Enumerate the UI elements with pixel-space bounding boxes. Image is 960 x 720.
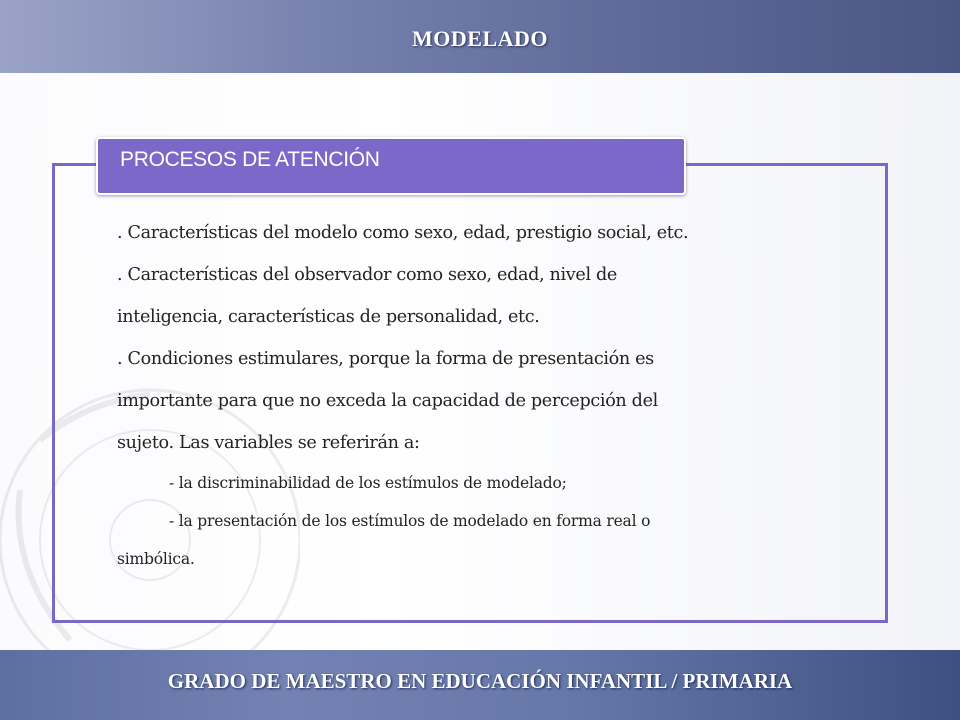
bullet-stimulus-conditions: . Condiciones estimulares, porque la forma de presentación es [117,349,654,369]
sub-item-presentation-cont: simbólica. [117,550,195,568]
footer-title: GRADO DE MAESTRO EN EDUCACIÓN INFANTIL / PRIMARIA [167,669,793,693]
sub-item-presentation: - la presentación de los estímulos de modelado en forma real o [169,512,651,530]
bullet-model-characteristics: . Características del modelo como sexo, edad, prestigio social, etc. [117,223,689,243]
bullet-stimulus-conditions-cont: importante para que no exceda la capacidad de percepción del [117,391,658,411]
bullet-observer-characteristics: . Características del observador como sexo, edad, nivel de [117,265,617,285]
bullet-stimulus-conditions-end: sujeto. Las variables se referirán a: [117,433,420,453]
bullet-observer-characteristics-cont: inteligencia, características de personalidad, etc. [117,307,540,327]
section-tab-label: PROCESOS DE ATENCIÓN [120,148,380,171]
sub-item-discriminability: - la discriminabilidad de los estímulos de modelado; [169,474,567,492]
body-text [117,212,837,578]
slide-title: MODELADO [412,26,548,51]
